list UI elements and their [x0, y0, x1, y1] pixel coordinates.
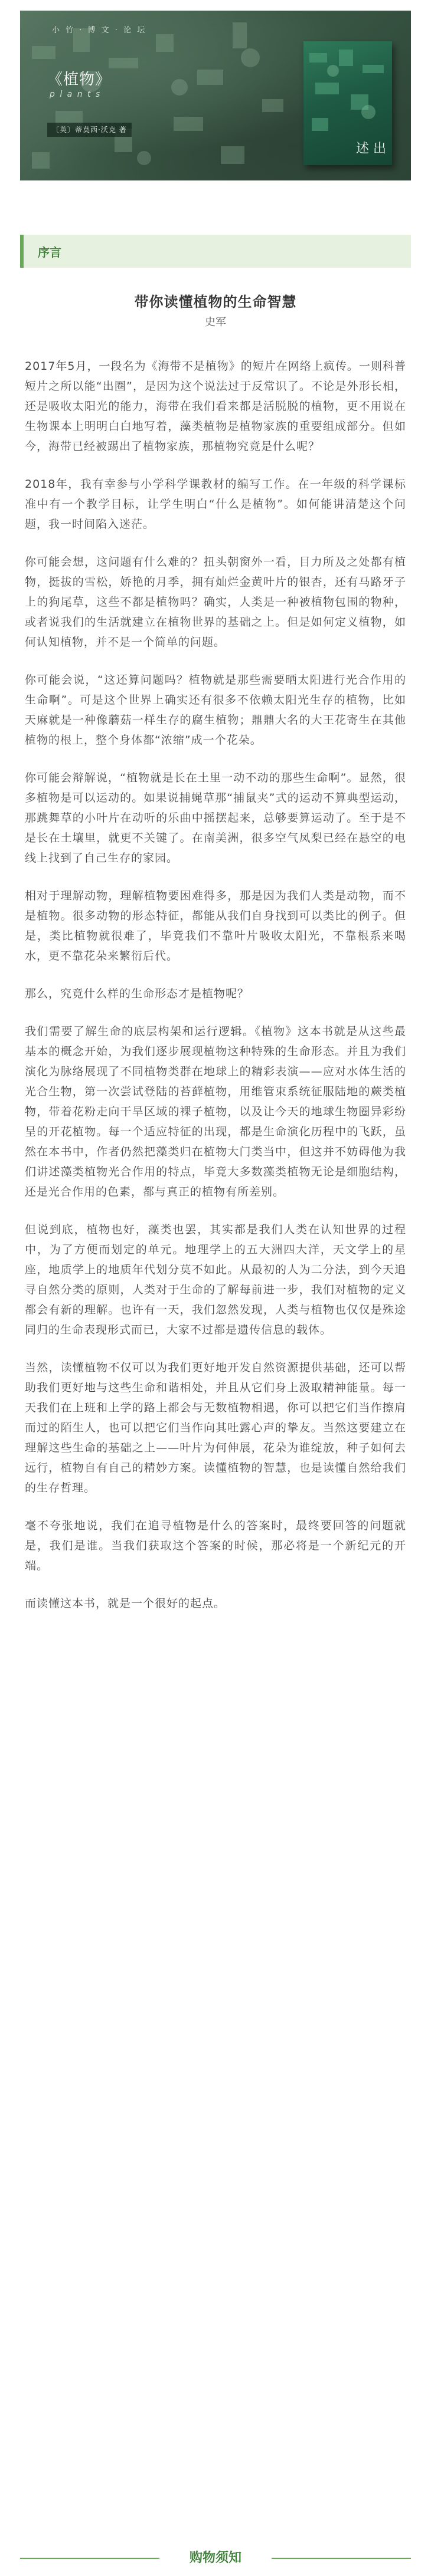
paragraph: 当然，读懂植物不仅可以为我们更好地开发自然资源提供基础，还可以帮助我们更好地与这些生命和谐相处，并且从它们身上汲取精神能量。每一天我们在上班和上学的路上都会与无数植物相遇，你可以把它们当作擦肩而过的陌生人，也可以把它们当作向其吐露心声的挚友。当然这要建立在理解这些生命的基础之上——叶片为何伸展，花朵为谁绽放，种子如何去远行，植物自有自己的精妙方案。读懂植物的智慧，也是读懂自然给我们的生存哲理。	[25, 1361, 406, 1494]
paragraph: 2017年5月，一段名为《海带不是植物》的短片在网络上疯传。一则科普短片之所以能“出圈”，是因为这个说法过于反常识了。不论是外形长相，还是吸收太阳光的能力，海带在我们看来都是活脱脱的植物，更不用说在生物课本上明明白白地写着，藻类植物是植物家族的重要组成部分。但如今，海带已经被踢出了植物家族，那植物究竟是什么呢？	[25, 360, 406, 453]
book-cover-image	[303, 41, 392, 165]
paragraph: 那么，究竟什么样的生命形态才是植物呢？	[25, 987, 250, 1000]
book-subtitle: p l a n t s	[50, 90, 102, 99]
article-title: 带你读懂植物的生命智慧	[134, 294, 297, 310]
article-body	[25, 356, 406, 1631]
book-title: 《植物》	[47, 71, 112, 88]
shopping-notice-divider	[0, 2541, 431, 2576]
banner-tag: 小 竹 · 博 文 · 论 坛	[52, 26, 147, 35]
paragraph: 相对于理解动物，理解植物要困难得多，那是因为我们人类是动物，而不是植物。很多动物的形态特征，都能从我们自身找到可以类比的例子。但是，类比植物就很难了，毕竟我们不靠叶片吸收太阳光，不靠根系来喝水，更不靠花朵来繁衍后代。	[25, 889, 406, 962]
paragraph: 2018年，我有幸参与小学科学课教材的编写工作。在一年级的科学课标准中有一个教学目标，让学生明白“什么是植物”。如何能讲清楚这个问题，我一时间陷入迷茫。	[25, 478, 406, 531]
book-author-strip: 〔英〕蒂莫西·沃克 著	[47, 123, 132, 137]
book-banner	[20, 11, 411, 180]
section-title: 序言	[38, 245, 61, 259]
article-author: 史军	[205, 316, 226, 328]
divider-line-left	[20, 2558, 159, 2559]
paragraph: 你可能会辩解说，“植物就是长在土里一动不动的那些生命啊”。显然，很多植物是可以运动的。如果说捕蝇草那“捕鼠夹”式的运动不算典型运动，那跳舞草的小叶片在动听的乐曲中摇摆起来，总够要算运动了。至于是不是长在土壤里，就更不关键了。在南美洲，很多空气凤梨已经在悬空的电线上找到了自己生存的家园。	[25, 771, 406, 865]
paragraph: 你可能会说，“这还算问题吗？植物就是那些需要晒太阳进行光合作用的生命啊”。可是这个世界上确实还有很多不依赖太阳光生存的植物，比如天麻就是一种像蘑菇一样生存的腐生植物；鼎鼎大名的大王花寄生在其他植物的根上，整个身体都“浓缩”成一个花朵。	[25, 673, 406, 747]
paragraph: 毫不夸张地说，我们在追寻植物是什么的答案时，最终要回答的问题就是，我们是谁。当我们获取这个答案的时候，那必将是一个新纪元的开端。	[25, 1519, 406, 1572]
paragraph: 我们需要了解生命的底层构架和运行逻辑。《植物》这本书就是从这些最基本的概念开始，为我们逐步展现植物这种特殊的生命形态。并且为我们演化为脉络展现了不同植物类群在地球上的精彩表演——应对水体生活的光合生物，第一次尝试登陆的苔藓植物，用维管束系统征服陆地的蕨类植物，带着花粉走向干旱区域的裸子植物，以及让今天的地球生物圈异彩纷呈的开花植物。每一个适应特征的出现，都是生命演化历程中的飞跃，虽然在本书中，作者仍然把藻类归在植物大门类当中，但这并不妨碍他为我们讲述藻类植物光合作用的特点，毕竟大多数藻类植物无论是细胞结构，还是光合作用的色素，都与真正的植物有所差别。	[25, 1025, 406, 1198]
cover-title-mark: 述 出	[356, 142, 386, 156]
shopping-notice-title: 购物须知	[189, 2551, 241, 2565]
paragraph: 而读懂这本书，就是一个很好的起点。	[25, 1597, 226, 1610]
paragraph: 但说到底，植物也好，藻类也罢，其实都是我们人类在认知世界的过程中，为了方便而划定的单元。地理学上的五大洲四大洋，天文学上的星座，地质学上的地质年代划分莫不如此。从最初的人为二分法，到今天追寻自然分类的原则，人类对于生命的了解每前进一步，我们对植物的定义都会有新的理解。也许有一天，我们忽然发现，人类与植物也仅仅是殊途同归的生命表现形式而已，大家不过都是遗传信息的载体。	[25, 1223, 406, 1336]
divider-line-right	[272, 2558, 411, 2559]
section-header-preface	[20, 235, 411, 268]
paragraph: 你可能会想，这问题有什么难的？扭头朝窗外一看，目力所及之处都有植物，挺拔的雪松，娇艳的月季，拥有灿烂金黄叶片的银杏，还有马路牙子上的狗尾草，这些不都是植物吗？确实，人类是一种被植物包围的物种，或者说我们的生活就建立在植物世界的基础之上。但是如何定义植物，如何认知植物，并不是一个简单的问题。	[25, 556, 406, 649]
